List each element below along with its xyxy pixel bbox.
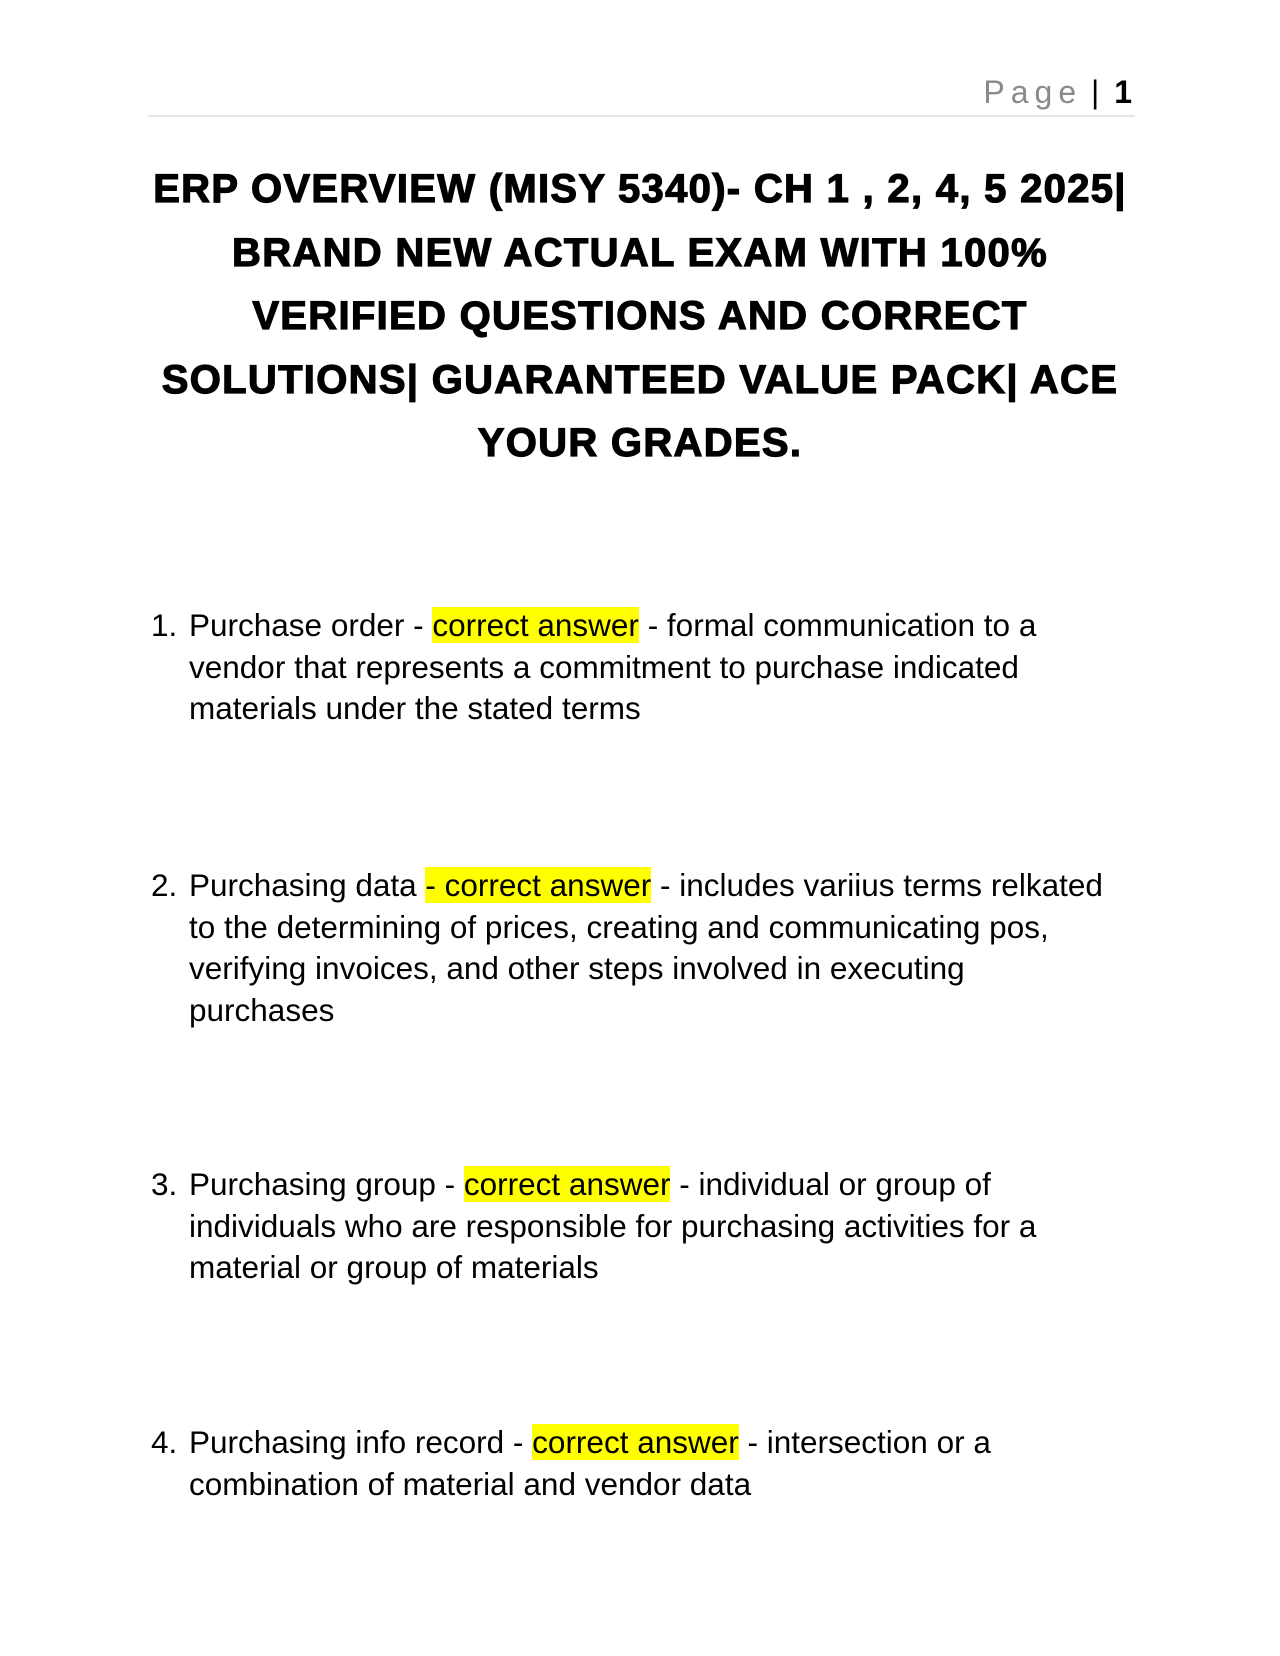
item-definition: - intersection or a combination of material and vendor data: [189, 1424, 991, 1502]
list-item: [151, 865, 1111, 1031]
highlighted-answer: correct answer: [432, 607, 639, 643]
item-term: Purchase order -: [189, 607, 433, 643]
page-separator: |: [1091, 74, 1100, 110]
highlighted-answer: - correct answer: [425, 867, 652, 903]
item-definition: - includes variius terms relkated to the determining of prices, creating and communicating pos, verifying invoices, and other steps involved in executing purchases: [189, 867, 1103, 1028]
list-item: [151, 1164, 1111, 1289]
item-term: Purchasing group -: [189, 1166, 464, 1202]
list-item: [151, 605, 1111, 730]
highlighted-answer: correct answer: [463, 1166, 671, 1202]
item-number: 3.: [151, 1166, 178, 1202]
header-rule: [148, 115, 1135, 117]
item-definition: - individual or group of individuals who are responsible for purchasing activities for a material or group of materials: [189, 1166, 1037, 1285]
item-text: [189, 865, 1111, 1031]
document-title: ERP OVERVIEW (MISY 5340)- CH 1 , 2, 4, 5 2025| BRAND NEW ACTUAL EXAM WITH 100% VERIFIED QUESTIONS AND CORRECT SOLUTIONS| GUARANTEED VALUE PACK| ACE YOUR GRADES.: [153, 167, 1127, 465]
page-label: Page: [983, 74, 1083, 110]
item-term: Purchasing info record -: [189, 1424, 533, 1460]
item-number: 4.: [151, 1424, 178, 1460]
item-text: [189, 605, 1111, 730]
highlighted-answer: correct answer: [532, 1424, 739, 1460]
item-text: [189, 1164, 1111, 1289]
page-number: 1: [1114, 74, 1132, 110]
list-item: [151, 1422, 1111, 1505]
item-definition: - formal communication to a vendor that represents a commitment to purchase indicated materials under the stated terms: [189, 607, 1037, 726]
page-header: [983, 74, 1132, 111]
item-text: [189, 1422, 1111, 1505]
item-number: 2.: [151, 867, 178, 903]
item-number: 1.: [151, 607, 178, 643]
item-term: Purchasing data: [189, 867, 426, 903]
